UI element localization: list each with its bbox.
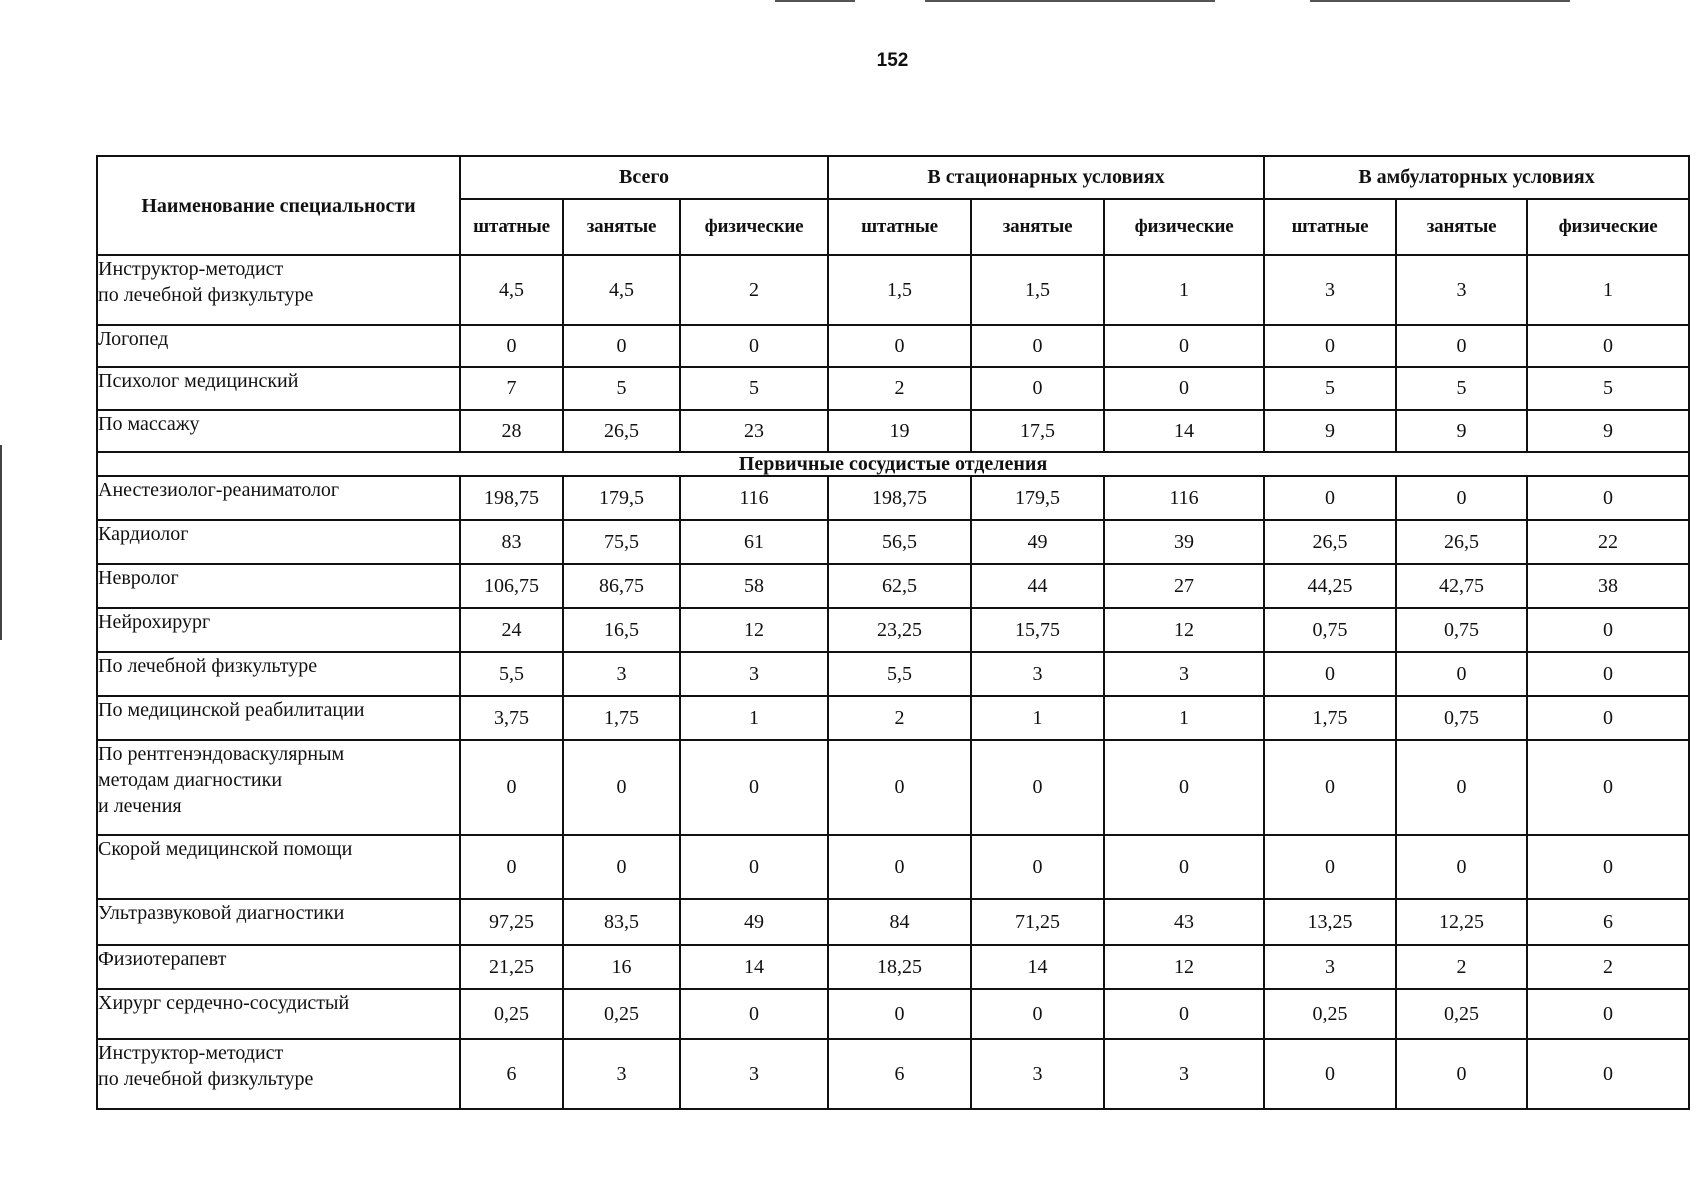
value-cell: 0,25 (563, 989, 680, 1039)
value-cell: 0 (1396, 1039, 1527, 1109)
value-cell: 12 (680, 608, 828, 652)
value-cell: 0,25 (1264, 989, 1396, 1039)
value-cell: 0 (1527, 1039, 1689, 1109)
value-cell: 0 (1104, 367, 1264, 410)
value-cell: 75,5 (563, 520, 680, 564)
scan-edge-mark (925, 0, 1215, 2)
scan-margin-mark (0, 445, 2, 640)
subheader-physical: физические (1104, 199, 1264, 255)
value-cell: 3 (563, 652, 680, 696)
value-cell: 16,5 (563, 608, 680, 652)
value-cell: 0 (1396, 740, 1527, 835)
value-cell: 0 (1264, 740, 1396, 835)
value-cell: 116 (1104, 476, 1264, 520)
value-cell: 44 (971, 564, 1104, 608)
value-cell: 0 (563, 740, 680, 835)
value-cell: 5 (1264, 367, 1396, 410)
value-cell: 0,25 (460, 989, 563, 1039)
value-cell: 0 (971, 835, 1104, 899)
subheader-staff: штатные (828, 199, 971, 255)
scan-edge-mark (775, 0, 855, 2)
value-cell: 23,25 (828, 608, 971, 652)
table-row (97, 1039, 1689, 1109)
value-cell: 0 (1527, 325, 1689, 367)
value-cell: 24 (460, 608, 563, 652)
value-cell: 26,5 (1264, 520, 1396, 564)
section-header-body (97, 452, 1689, 476)
value-cell: 0 (828, 989, 971, 1039)
value-cell: 14 (971, 945, 1104, 989)
value-cell: 23 (680, 410, 828, 452)
value-cell: 3 (1104, 652, 1264, 696)
value-cell: 5 (1527, 367, 1689, 410)
value-cell: 3,75 (460, 696, 563, 740)
value-cell: 3 (680, 1039, 828, 1109)
value-cell: 58 (680, 564, 828, 608)
value-cell: 0 (971, 325, 1104, 367)
value-cell: 3 (971, 1039, 1104, 1109)
specialty-name-cell: Логопед (97, 325, 460, 367)
value-cell: 0 (1527, 740, 1689, 835)
value-cell: 3 (971, 652, 1104, 696)
value-cell: 28 (460, 410, 563, 452)
table-row (97, 835, 1689, 899)
value-cell: 0 (1527, 989, 1689, 1039)
table-row (97, 989, 1689, 1039)
value-cell: 0 (1264, 835, 1396, 899)
value-cell: 1,5 (971, 255, 1104, 325)
value-cell: 84 (828, 899, 971, 945)
specialty-name-cell: По медицинской реабилитации (97, 696, 460, 740)
table-row (97, 520, 1689, 564)
subheader-physical: физические (1527, 199, 1689, 255)
table-row (97, 410, 1689, 452)
specialty-name-cell: Невролог (97, 564, 460, 608)
value-cell: 49 (971, 520, 1104, 564)
value-cell: 42,75 (1396, 564, 1527, 608)
table-row (97, 899, 1689, 945)
value-cell: 5,5 (460, 652, 563, 696)
value-cell: 0 (1396, 476, 1527, 520)
table-body-general (97, 255, 1689, 452)
subheader-staff: штатные (1264, 199, 1396, 255)
value-cell: 0 (1396, 835, 1527, 899)
value-cell: 18,25 (828, 945, 971, 989)
value-cell: 1 (1104, 255, 1264, 325)
value-cell: 6 (1527, 899, 1689, 945)
value-cell: 19 (828, 410, 971, 452)
staffing-table (96, 155, 1690, 1110)
value-cell: 0 (563, 325, 680, 367)
value-cell: 0,25 (1396, 989, 1527, 1039)
value-cell: 3 (1104, 1039, 1264, 1109)
specialty-name-cell: По рентгенэндоваскулярным методам диагностики и лечения (97, 740, 460, 835)
value-cell: 179,5 (971, 476, 1104, 520)
value-cell: 1,75 (563, 696, 680, 740)
specialty-name-cell: Психолог медицинский (97, 367, 460, 410)
value-cell: 2 (1396, 945, 1527, 989)
value-cell: 1,75 (1264, 696, 1396, 740)
value-cell: 0 (1527, 652, 1689, 696)
value-cell: 2 (828, 696, 971, 740)
value-cell: 3 (1264, 945, 1396, 989)
value-cell: 62,5 (828, 564, 971, 608)
value-cell: 22 (1527, 520, 1689, 564)
value-cell: 15,75 (971, 608, 1104, 652)
specialty-name-cell: Нейрохирург (97, 608, 460, 652)
specialty-name-cell: Инструктор-методист по лечебной физкультуре (97, 255, 460, 325)
value-cell: 39 (1104, 520, 1264, 564)
value-cell: 1 (971, 696, 1104, 740)
subheader-occupied: занятые (971, 199, 1104, 255)
table-row (97, 740, 1689, 835)
value-cell: 5 (1396, 367, 1527, 410)
value-cell: 106,75 (460, 564, 563, 608)
specialty-name-cell: Ультразвуковой диагностики (97, 899, 460, 945)
value-cell: 0 (680, 740, 828, 835)
value-cell: 7 (460, 367, 563, 410)
subheader-occupied: занятые (563, 199, 680, 255)
value-cell: 116 (680, 476, 828, 520)
value-cell: 83,5 (563, 899, 680, 945)
value-cell: 2 (1527, 945, 1689, 989)
value-cell: 198,75 (460, 476, 563, 520)
value-cell: 83 (460, 520, 563, 564)
table-row (97, 696, 1689, 740)
value-cell: 9 (1527, 410, 1689, 452)
value-cell: 0 (1104, 740, 1264, 835)
specialty-name-cell: Анестезиолог-реаниматолог (97, 476, 460, 520)
value-cell: 14 (1104, 410, 1264, 452)
value-cell: 13,25 (1264, 899, 1396, 945)
value-cell: 0 (1264, 1039, 1396, 1109)
header-row-groups (97, 156, 1689, 199)
value-cell: 2 (828, 367, 971, 410)
value-cell: 1 (1104, 696, 1264, 740)
value-cell: 71,25 (971, 899, 1104, 945)
value-cell: 0 (828, 835, 971, 899)
value-cell: 198,75 (828, 476, 971, 520)
value-cell: 26,5 (563, 410, 680, 452)
value-cell: 9 (1396, 410, 1527, 452)
value-cell: 26,5 (1396, 520, 1527, 564)
value-cell: 16 (563, 945, 680, 989)
value-cell: 5,5 (828, 652, 971, 696)
table-row (97, 945, 1689, 989)
value-cell: 49 (680, 899, 828, 945)
value-cell: 12 (1104, 608, 1264, 652)
value-cell: 0 (680, 325, 828, 367)
value-cell: 0 (1264, 476, 1396, 520)
value-cell: 27 (1104, 564, 1264, 608)
value-cell: 0,75 (1396, 608, 1527, 652)
value-cell: 0 (1527, 696, 1689, 740)
value-cell: 0 (828, 740, 971, 835)
value-cell: 179,5 (563, 476, 680, 520)
value-cell: 1 (680, 696, 828, 740)
value-cell: 0 (460, 740, 563, 835)
section-title: Первичные сосудистые отделения (97, 452, 1689, 476)
value-cell: 12 (1104, 945, 1264, 989)
value-cell: 44,25 (1264, 564, 1396, 608)
scan-edge-mark (1310, 0, 1570, 2)
value-cell: 56,5 (828, 520, 971, 564)
specialty-name-cell: Скорой медицинской помощи (97, 835, 460, 899)
specialty-name-cell: По лечебной физкультуре (97, 652, 460, 696)
specialty-name-cell: Инструктор-методист по лечебной физкультуре (97, 1039, 460, 1109)
specialty-name-cell: Физиотерапевт (97, 945, 460, 989)
value-cell: 3 (1396, 255, 1527, 325)
table-body-vascular-departments (97, 476, 1689, 1109)
value-cell: 0 (1527, 608, 1689, 652)
group-header-inpatient: В стационарных условиях (828, 156, 1264, 199)
value-cell: 5 (563, 367, 680, 410)
group-header-total: Всего (460, 156, 828, 199)
value-cell: 0 (1396, 325, 1527, 367)
value-cell: 0 (1527, 476, 1689, 520)
value-cell: 0 (563, 835, 680, 899)
value-cell: 2 (680, 255, 828, 325)
subheader-staff: штатные (460, 199, 563, 255)
value-cell: 5 (680, 367, 828, 410)
value-cell: 17,5 (971, 410, 1104, 452)
value-cell: 43 (1104, 899, 1264, 945)
subheader-physical: физические (680, 199, 828, 255)
value-cell: 0,75 (1396, 696, 1527, 740)
value-cell: 0 (680, 835, 828, 899)
value-cell: 0 (1264, 652, 1396, 696)
value-cell: 1,5 (828, 255, 971, 325)
value-cell: 3 (680, 652, 828, 696)
page-number: 152 (876, 50, 909, 71)
value-cell: 4,5 (460, 255, 563, 325)
value-cell: 6 (828, 1039, 971, 1109)
value-cell: 4,5 (563, 255, 680, 325)
value-cell: 0 (1104, 835, 1264, 899)
value-cell: 0 (971, 740, 1104, 835)
value-cell: 0 (1264, 325, 1396, 367)
value-cell: 6 (460, 1039, 563, 1109)
value-cell: 0 (460, 835, 563, 899)
value-cell: 0 (1396, 652, 1527, 696)
specialty-name-cell: По массажу (97, 410, 460, 452)
group-header-outpatient: В амбулаторных условиях (1264, 156, 1689, 199)
specialty-name-cell: Хирург сердечно-сосудистый (97, 989, 460, 1039)
value-cell: 14 (680, 945, 828, 989)
table-row (97, 325, 1689, 367)
value-cell: 3 (563, 1039, 680, 1109)
table-row (97, 652, 1689, 696)
value-cell: 1 (1527, 255, 1689, 325)
table-row (97, 564, 1689, 608)
value-cell: 0 (971, 989, 1104, 1039)
table-row (97, 608, 1689, 652)
value-cell: 0 (1104, 325, 1264, 367)
specialty-name-header: Наименование специальности (97, 156, 460, 255)
section-header-row (97, 452, 1689, 476)
value-cell: 12,25 (1396, 899, 1527, 945)
value-cell: 0 (828, 325, 971, 367)
value-cell: 0 (971, 367, 1104, 410)
table-row (97, 255, 1689, 325)
value-cell: 97,25 (460, 899, 563, 945)
table-row (97, 476, 1689, 520)
table-row (97, 367, 1689, 410)
value-cell: 0 (460, 325, 563, 367)
value-cell: 21,25 (460, 945, 563, 989)
value-cell: 86,75 (563, 564, 680, 608)
value-cell: 61 (680, 520, 828, 564)
value-cell: 38 (1527, 564, 1689, 608)
value-cell: 0 (1104, 989, 1264, 1039)
value-cell: 0 (1527, 835, 1689, 899)
value-cell: 0 (680, 989, 828, 1039)
value-cell: 0,75 (1264, 608, 1396, 652)
value-cell: 9 (1264, 410, 1396, 452)
subheader-occupied: занятые (1396, 199, 1527, 255)
value-cell: 3 (1264, 255, 1396, 325)
specialty-name-cell: Кардиолог (97, 520, 460, 564)
